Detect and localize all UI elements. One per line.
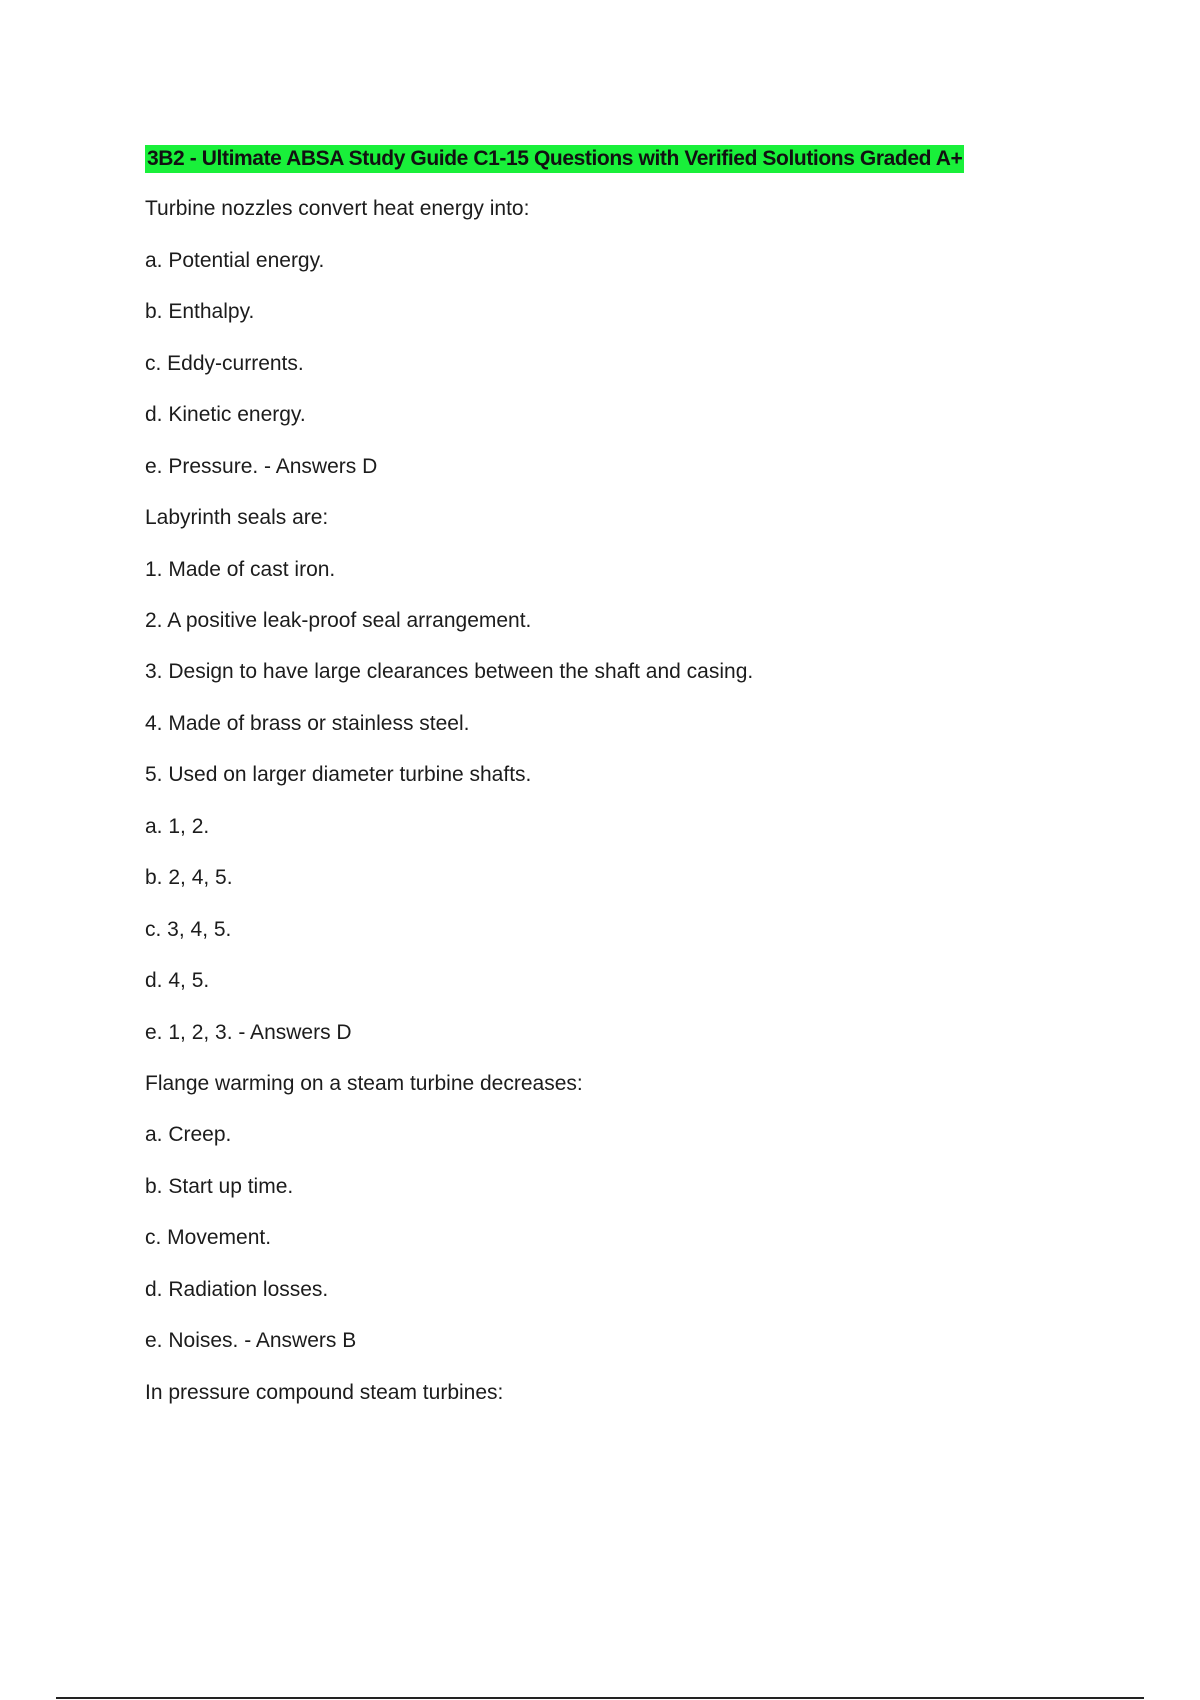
question-2-statement-4: 4. Made of brass or stainless steel. xyxy=(145,712,470,735)
question-4-text: In pressure compound steam turbines: xyxy=(145,1381,504,1404)
question-3-option-a: a. Creep. xyxy=(145,1123,232,1146)
question-3-option-b: b. Start up time. xyxy=(145,1175,294,1198)
question-2-statement-2: 2. A positive leak-proof seal arrangement. xyxy=(145,609,532,632)
page-bottom-rule xyxy=(56,1697,1144,1699)
question-2-option-c: c. 3, 4, 5. xyxy=(145,918,232,941)
question-3-option-c: c. Movement. xyxy=(145,1226,272,1249)
question-3-option-d: d. Radiation losses. xyxy=(145,1278,329,1301)
question-1-option-e-answer: e. Pressure. - Answers D xyxy=(145,455,378,478)
question-2-statement-5: 5. Used on larger diameter turbine shafts. xyxy=(145,763,532,786)
document-title: 3B2 - Ultimate ABSA Study Guide C1-15 Questions with Verified Solutions Graded A+ xyxy=(145,145,964,173)
question-1-option-a: a. Potential energy. xyxy=(145,249,325,272)
question-1-text: Turbine nozzles convert heat energy into: xyxy=(145,197,530,220)
question-1-option-b: b. Enthalpy. xyxy=(145,300,255,323)
question-2-option-a: a. 1, 2. xyxy=(145,815,210,838)
question-2-statement-3: 3. Design to have large clearances between the shaft and casing. xyxy=(145,660,754,683)
question-1-option-c: c. Eddy-currents. xyxy=(145,352,304,375)
question-3-option-e-answer: e. Noises. - Answers B xyxy=(145,1329,357,1352)
question-1-option-d: d. Kinetic energy. xyxy=(145,403,306,426)
question-2-option-e-answer: e. 1, 2, 3. - Answers D xyxy=(145,1021,352,1044)
question-2-text: Labyrinth seals are: xyxy=(145,506,329,529)
question-2-option-d: d. 4, 5. xyxy=(145,969,210,992)
question-3-text: Flange warming on a steam turbine decreases: xyxy=(145,1072,583,1095)
question-2-statement-1: 1. Made of cast iron. xyxy=(145,558,336,581)
question-2-option-b: b. 2, 4, 5. xyxy=(145,866,233,889)
